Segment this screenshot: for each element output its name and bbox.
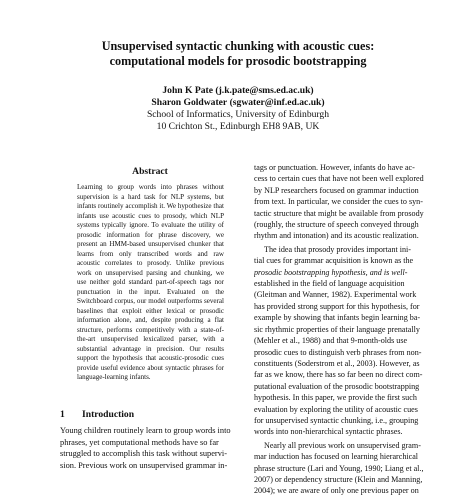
- body-line: putational evaluation of the prosodic bootstrapping: [254, 381, 420, 391]
- author-1-email: (j.k.pate@sms.ed.ac.uk): [215, 85, 314, 96]
- intro-line: phrases, yet computational methods have so far: [60, 437, 219, 447]
- paper-title: [60, 39, 416, 69]
- right-paragraph-1: [254, 162, 428, 242]
- author-2: [100, 97, 376, 109]
- body-line: from text. In particular, we consider the cues to syn-: [254, 197, 423, 207]
- body-line: rhythm and intonation) and its acoustic realization.: [254, 231, 419, 241]
- body-line: for unsupervised syntactic chunking, i.e., grouping: [254, 415, 419, 425]
- body-line: tags or punctuation. However, infants do have ac-: [254, 163, 415, 172]
- body-line: Nearly all previous work on unsupervised gram-: [264, 440, 421, 450]
- body-line: The idea that prosody provides important ini-: [264, 244, 412, 254]
- body-line: 2004); we are aware of only one previous paper on: [254, 486, 419, 496]
- intro-body: [60, 425, 240, 471]
- right-paragraph-2: [254, 244, 428, 438]
- intro-heading: [60, 409, 134, 420]
- intro-line: struggled to accomplish this task without supervi-: [60, 449, 228, 458]
- body-line: (roughly, the structure of speech conveyed through: [254, 220, 419, 230]
- body-line: constituents (Soderstrom et al., 2003). However, as: [254, 358, 420, 368]
- title-line-2: computational models for prosodic bootstrapping: [109, 54, 367, 68]
- body-line: mar induction has focused on learning hierarchical: [254, 452, 419, 462]
- body-line: (Gleitman and Wanner, 1982). Experimental work: [254, 290, 417, 300]
- body-line: 2007) or dependency structure (Klein and Manning,: [254, 474, 423, 484]
- intro-section-title: Introduction: [82, 409, 135, 420]
- body-line: prosodic cues to distinguish verb phrases from non-: [254, 347, 422, 357]
- title-line-1: Unsupervised syntactic chunking with acoustic cues:: [101, 39, 375, 53]
- body-line: has provided strong support for this hypothesis, for: [254, 301, 420, 311]
- affiliation-line-2: 10 Crichton St., Edinburgh EH8 9AB, UK: [156, 121, 320, 132]
- body-line: words into non-hierarchical syntactic phrases.: [254, 427, 403, 437]
- intro-line: sion. Previous work on unsupervised grammar in-: [60, 460, 228, 470]
- author-1-name: John K Pate: [162, 85, 214, 96]
- abstract-heading: Abstract: [132, 166, 168, 177]
- body-line: by NLP researchers focused on grammar induction: [254, 185, 419, 195]
- right-paragraph-3: [254, 440, 428, 497]
- intro-line: Young children routinely learn to group words into: [60, 426, 231, 435]
- body-line: established in the field of language acquisition: [254, 279, 405, 289]
- body-line: phrase structure (Lari and Young, 1990; Liang et al.,: [254, 463, 424, 473]
- body-line: prosodic bootstrapping hypothesis, and is well-: [254, 267, 408, 277]
- body-line: evaluation by exploring the utility of acoustic cues: [254, 404, 418, 414]
- right-column: [254, 162, 428, 497]
- body-line: tactic structure that might be available from prosody: [254, 208, 424, 218]
- author-2-name: Sharon Goldwater: [151, 97, 228, 108]
- body-line: far as we know, there has so far been no direct com-: [254, 370, 423, 380]
- body-line: example by showing that infants begin learning ba-: [254, 313, 421, 323]
- body-line: cess to certain cues that have not been well explored: [254, 174, 424, 184]
- body-line: hypothesis. In this paper, we provide the first such: [254, 393, 417, 403]
- author-1: [100, 85, 376, 97]
- author-block: [100, 85, 376, 133]
- affiliation-line-1: School of Informatics, University of Edinburgh: [146, 109, 330, 120]
- body-line: sic rhythmic properties of their language prenatally: [254, 324, 420, 334]
- author-2-email: (sgwater@inf.ed.ac.uk): [229, 97, 325, 108]
- body-line: (Mehler et al., 1988) and that 9-month-olds use: [254, 336, 408, 346]
- intro-section-number: 1: [60, 409, 65, 420]
- abstract-body: Learning to group words into phrases without supervision is a hard task for NLP systems, but infants routinely accomplish it. We hypothesize that infants use acoustic cues to prosody, which NLP systems typically ignore. To evaluate the utility of prosodic information for phrase discovery, we present an HMM-based unsupervised chunker that learns from only transcribed words and raw acoustic correlates to prosody. Unlike previous work on unsupervised parsing and chunking, we use neither gold standard part-of-speech tags nor punctuation in the input. Evaluated on the Switchboard corpus, our model outperforms several baselines that exploit either lexical or prosodic information alone, and, despite producing a flat structure, performs competitively with a state-of-the-art unsupervised lexicalized parser, with a substantial advantage in precision. Our results support the hypothesis that acoustic-prosodic cues provide useful evidence about syntactic phrases for language-learning infants.: [77, 183, 224, 381]
- body-line: tial cues for grammar acquisition is known as the: [254, 256, 414, 266]
